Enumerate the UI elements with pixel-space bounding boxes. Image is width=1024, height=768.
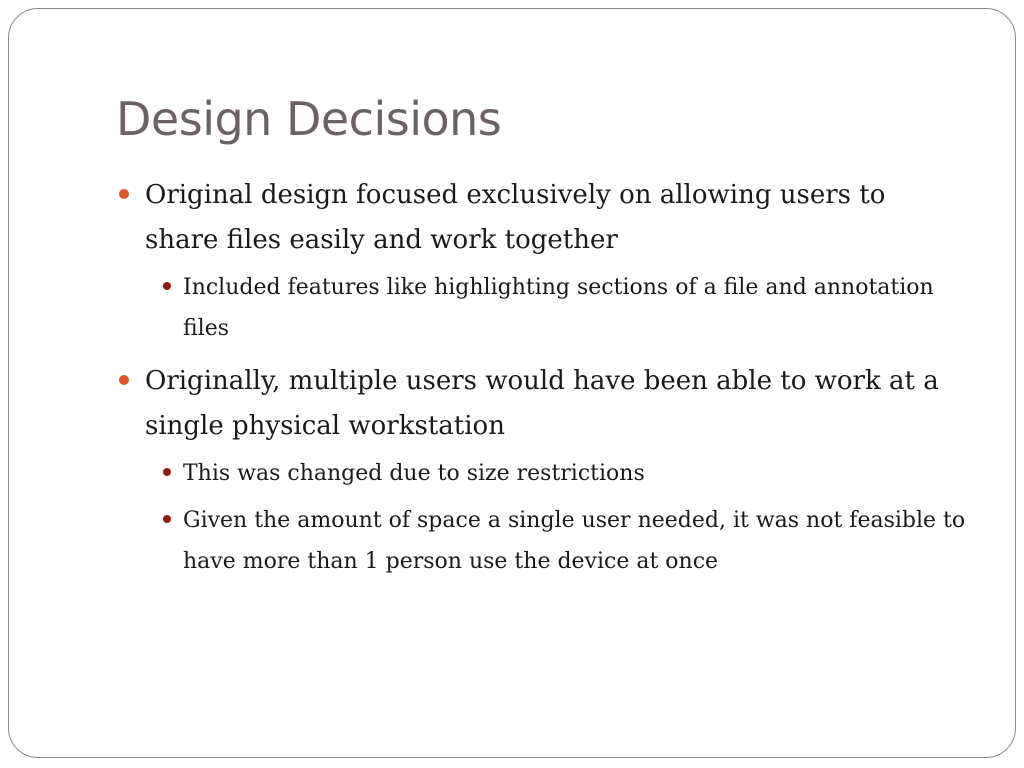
sub-bullet-dot-icon bbox=[163, 468, 171, 476]
sub-bullet-text: Included features like highlighting sections of a file and annotation files bbox=[183, 275, 934, 341]
bullet-text: Original design focused exclusively on allowing users to share files easily and work together bbox=[145, 180, 886, 255]
bullet-text: Originally, multiple users would have been able to work at a single physical workstation bbox=[145, 366, 939, 441]
sub-bullet-text: Given the amount of space a single user needed, it was not feasible to have more than 1 person use the device at once bbox=[183, 508, 966, 574]
bullet-item bbox=[116, 173, 966, 263]
sub-bullet-item bbox=[156, 453, 966, 494]
sub-bullet-list bbox=[116, 453, 966, 582]
bullet-dot-icon bbox=[119, 189, 129, 199]
bullet-item bbox=[116, 359, 966, 449]
slide-content bbox=[116, 173, 966, 592]
sub-bullet-item bbox=[156, 500, 966, 582]
sub-bullet-list bbox=[116, 267, 966, 349]
sub-bullet-dot-icon bbox=[163, 282, 171, 290]
slide-title: Design Decisions bbox=[116, 92, 502, 146]
bullet-dot-icon bbox=[119, 375, 129, 385]
sub-bullet-text: This was changed due to size restrictions bbox=[183, 461, 645, 486]
sub-bullet-item bbox=[156, 267, 966, 349]
sub-bullet-dot-icon bbox=[163, 515, 171, 523]
slide-frame bbox=[8, 8, 1016, 758]
